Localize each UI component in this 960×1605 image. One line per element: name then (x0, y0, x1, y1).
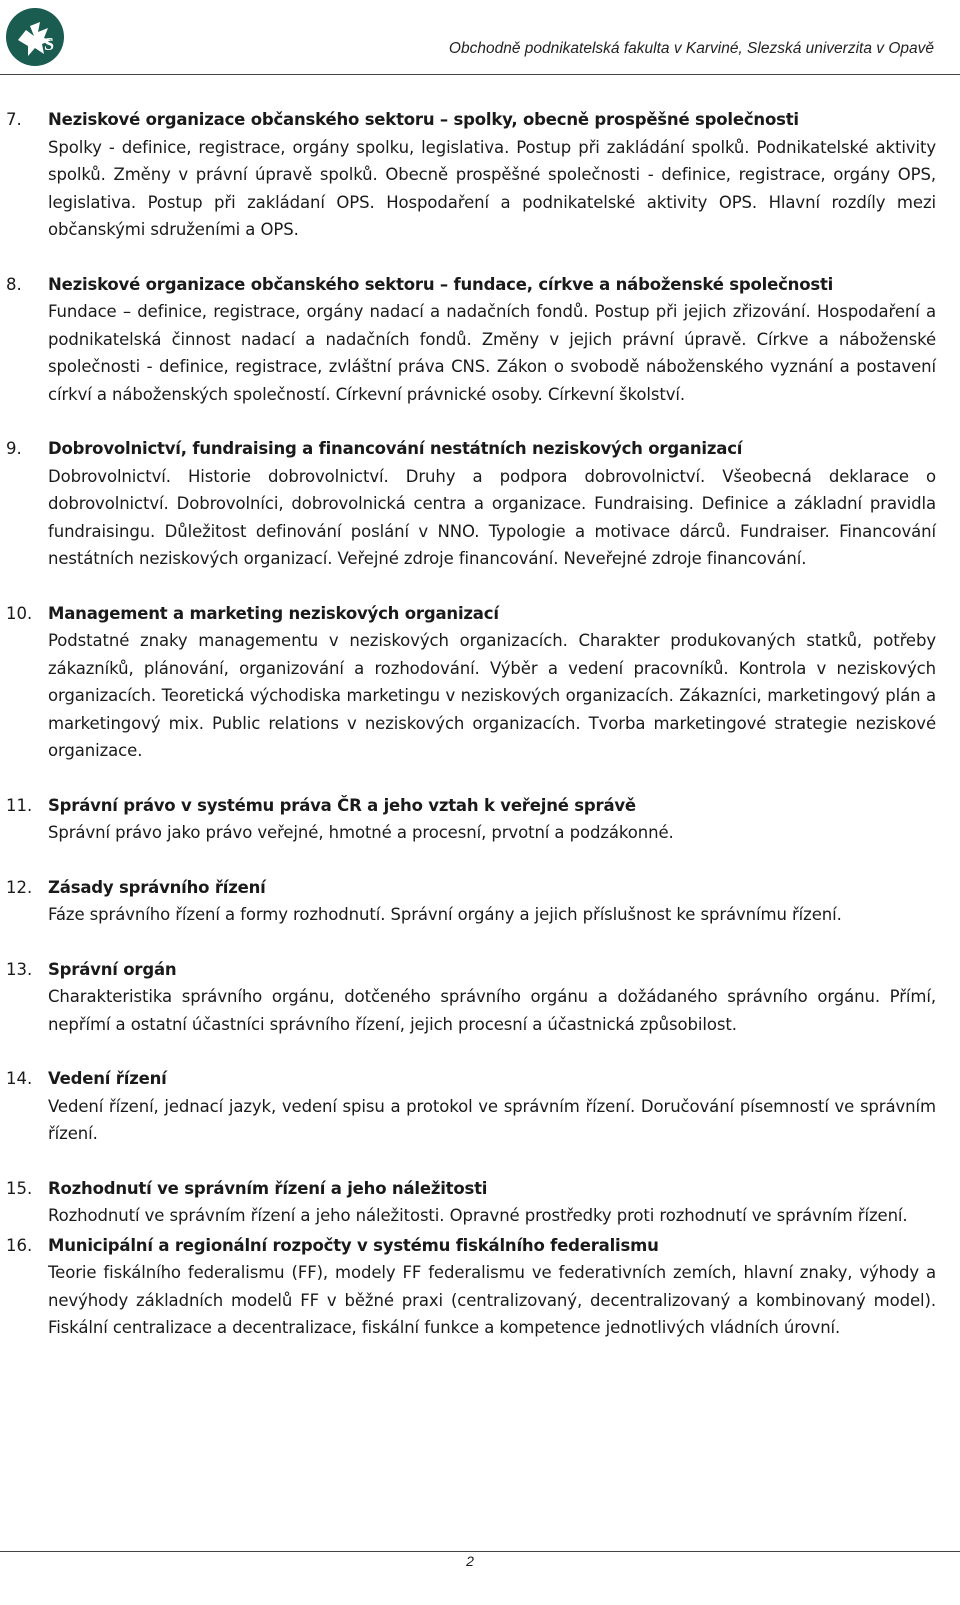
header-title: Obchodně podnikatelská fakulta v Karviné, Slezská univerzita v Opavě (448, 40, 934, 57)
topic-title: Dobrovolnictví, fundraising a financování nestátních neziskových organizací (48, 439, 743, 458)
university-logo-icon (4, 6, 66, 68)
topic-title: Neziskové organizace občanského sektoru – spolky, obecně prospěšné společnosti (48, 110, 799, 129)
topic-item (0, 435, 960, 573)
footer-divider (0, 1551, 960, 1552)
topic-number: 16. (6, 1235, 33, 1255)
topic-title: Municipální a regionální rozpočty v systému fiskálního federalismu (48, 1235, 659, 1255)
topic-title: Rozhodnutí ve správním řízení a jeho náležitosti (48, 1178, 488, 1198)
topic-text: Správní právo jako právo veřejné, hmotné a procesní, prvotní a podzákonné. (48, 823, 674, 842)
topic-item (0, 1175, 960, 1230)
topic-title: Management a marketing neziskových organizací (48, 603, 499, 623)
topic-number: 11. (6, 795, 33, 815)
page-number: 2 (466, 1553, 474, 1569)
topic-text: Dobrovolnictví. Historie dobrovolnictví. Druhy a podpora dobrovolnictví. Všeobecná deklarace o dobrovolnictví. Dobrovolníci, dobrovolnická centra a organizace. Fundraising. Definice a základní pravidla fundraisingu. Důležitost definování poslání v NNO. Typologie a motivace dárců. Fundraiser. Financování nestátních neziskových organizací. Veřejné zdroje financování. Neveřejné zdroje financování. (48, 466, 936, 568)
topic-title: Správní orgán (48, 959, 177, 979)
topic-title: Zásady správního řízení (48, 877, 266, 897)
topic-item (0, 271, 960, 409)
topic-number: 7. (6, 110, 22, 129)
topic-text: Vedení řízení, jednací jazyk, vedení spisu a protokol ve správním řízení. Doručování písemností ve správním řízení. (48, 1096, 936, 1143)
topic-text: Charakteristika správního orgánu, dotčeného správního orgánu a dožádaného správního orgánu. Přímí, nepřímí a ostatní účastníci správního řízení, jejich procesní a účastnická způsobilost. (48, 987, 936, 1034)
topic-item (0, 792, 960, 847)
topic-number: 15. (6, 1178, 33, 1198)
topic-number: 8. (6, 274, 22, 294)
topic-text: Podstatné znaky managementu v neziskových organizacích. Charakter produkovaných statků, potřeby zákazníků, plánování, organizování a rozhodování. Výběr a vedení pracovníků. Kontrola v neziskových organizacích. Teoretická východiska marketingu v neziskových organizacích. Zákazníci, marketingový plán a marketingový mix. Public relations v neziskových organizacích. Tvorba marketingové strategie neziskové organizace. (48, 631, 936, 760)
topic-title: Vedení řízení (48, 1069, 167, 1088)
topic-number: 13. (6, 959, 33, 979)
topic-item (0, 600, 960, 765)
topic-item (0, 1232, 960, 1342)
topic-number: 12. (6, 877, 33, 897)
topic-item (0, 874, 960, 929)
topic-item (0, 956, 960, 1039)
topic-title: Správní právo v systému práva ČR a jeho vztah k veřejné správě (48, 795, 636, 815)
topic-text: Spolky - definice, registrace, orgány spolku, legislativa. Postup při zakládání spolků. Podnikatelské aktivity spolků. Změny v právní úpravě spolků. Obecně prospěšné společnosti - definice, registrace, orgány OPS, legislativa. Postup při zakládaní OPS. Hospodaření a podnikatelské aktivity OPS. Hlavní rozdíly mezi občanskými sdruženími a OPS. (48, 137, 936, 239)
topic-item (0, 106, 960, 244)
topic-number: 14. (6, 1069, 33, 1088)
topic-number: 9. (6, 439, 22, 458)
topic-list (0, 106, 960, 1369)
topic-text: Fáze správního řízení a formy rozhodnutí. Správní orgány a jejich příslušnost ke správnímu řízení. (48, 905, 842, 924)
topic-text: Rozhodnutí ve správním řízení a jeho náležitosti. Opravné prostředky proti rozhodnutí ve správním řízení. (48, 1206, 908, 1225)
topic-text: Teorie fiskálního federalismu (FF), modely FF federalismu ve federativních zemích, hlavní znaky, výhody a nevýhody základních modelů FF v běžné praxi (centralizovaný, decentralizovaný a kombinovaný model). Fiskální centralizace a decentralizace, fiskální funkce a kompetence jednotlivých vládních úrovní. (48, 1263, 936, 1337)
topic-title: Neziskové organizace občanského sektoru – fundace, církve a náboženské společnosti (48, 274, 834, 294)
header-divider (0, 74, 960, 75)
topic-item (0, 1065, 960, 1148)
page-header (0, 0, 960, 70)
topic-number: 10. (6, 603, 33, 623)
svg-text:S: S (44, 34, 55, 54)
topic-text: Fundace – definice, registrace, orgány nadací a nadačních fondů. Postup při jejich zřizování. Hospodaření a podnikatelská činnost nadací a nadačních fondů. Změny v jejich právní úpravě. Církve a náboženské společnosti - definice, registrace, zvláštní práva CNS. Zákon o svobodě náboženského vyznání a postavení církví a náboženských společností. Církevní právnické osoby. Církevní školství. (48, 302, 936, 404)
